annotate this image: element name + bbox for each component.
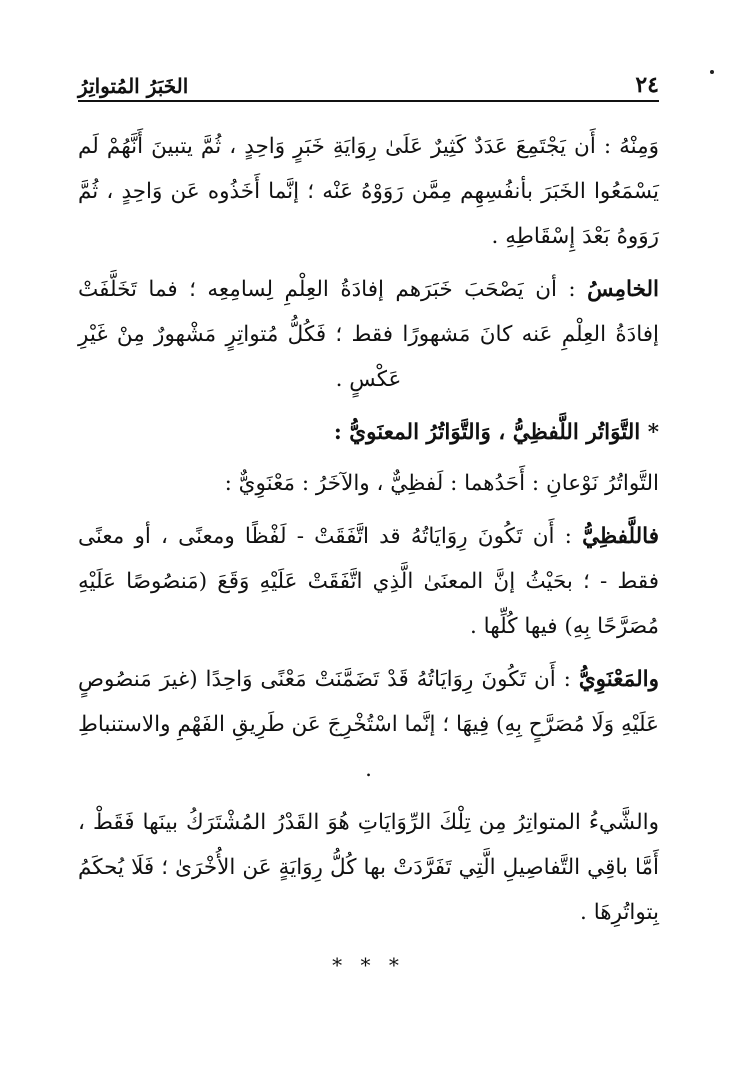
term-fifth: الخامِسُ bbox=[587, 277, 659, 302]
section-separator: * * * bbox=[332, 953, 405, 977]
paragraph-4 bbox=[78, 514, 659, 649]
page-number: ٢٤ bbox=[635, 72, 659, 98]
term-lafzi: فاللَّفظِيُّ bbox=[582, 524, 659, 549]
header-rule bbox=[78, 100, 659, 102]
paragraph-2 bbox=[78, 267, 659, 402]
term-manawi: والمَعْنَوِيُّ bbox=[578, 667, 659, 692]
main-text bbox=[78, 124, 659, 988]
paragraph-6: والشَّيءُ المتواتِرُ مِن تِلْكَ الرِّوَايَاتِ هُوَ القَدْرُ المُشْتَرَكُ بينَها فَقَطْ ، أَمَّا باقِي التَّفاصِيلِ الَّتِي تَفَرَّدَتْ بها كُلُّ رِوَايَةٍ عَن الأُخْرَىٰ ؛ فَلَا يُحكَمُ بِتواتُرِهَا . bbox=[78, 810, 659, 925]
paragraph-2-text: : أن يَصْحَبَ خَبَرَهم إفادَةُ العِلْمِ لِسامِعِه ؛ فما تَخَلَّفَتْ إفادَةُ العِلْمِ عَنه كانَ مَشهورًا فقط ؛ فَكُلُّ مُتواتِرٍ مَشْهورٌ مِنْ غَيْرِ عَكْسٍ . bbox=[78, 277, 659, 392]
paragraph-1: وَمِنْهُ : أَن يَجْتَمِعَ عَدَدٌ كَثِيرٌ عَلَىٰ رِوَايَةِ خَبَرٍ وَاحِدٍ ، ثُمَّ يتبينَ أَنَّهُمْ لَم يَسْمَعُوا الخَبَرَ بأنفُسِهِم مِمَّن رَوَوْهُ عَنْه ؛ إنَّما أَخَذُوه عَن وَاحِدٍ ، ثُمَّ رَوَوهُ بَعْدَ إِسْقَاطِهِ . bbox=[78, 134, 659, 249]
section-heading: * التَّوَاتُر اللَّفظِيُّ ، وَالتَّوَاتُرُ المعنَويُّ : bbox=[333, 420, 659, 445]
running-head bbox=[78, 58, 659, 98]
paragraph-5-text: : أَن تَكُونَ رِوَايَاتُهُ قَدْ تَضَمَّنَتْ مَعْنًى وَاحِدًا (غيرَ مَنصُوصٍ عَلَيْهِ وَلَا مُصَرَّحٍ بِهِ) فِيهَا ؛ إنَّما اسْتُخْرِجَ عَن طَرِيقِ الفَهْمِ والاستنباطِ . bbox=[78, 667, 659, 782]
paragraph-5 bbox=[78, 657, 659, 792]
scan-speck bbox=[710, 70, 714, 74]
running-title: الخَبَرُ المُتواتِرُ bbox=[78, 74, 189, 98]
paragraph-3: التَّواتُرُ نَوْعانِ : أَحَدُهما : لَفظِيٌّ ، والآخَرُ : مَعْنَوِيٌّ : bbox=[224, 471, 659, 496]
paragraph-4-text: : أَن تَكُونَ رِوَايَاتُهُ قد اتَّفَقَتْ - لَفْظًا ومعنًى ، أو معنًى فقط - ؛ بحَيْثُ إنَّ المعنَىٰ الَّذِي اتَّفَقَتْ عَلَيْهِ وَقَعَ (مَنصُوصًا عَلَيْهِ مُصَرَّحًا بِهِ) فيها كُلِّها . bbox=[78, 524, 659, 639]
